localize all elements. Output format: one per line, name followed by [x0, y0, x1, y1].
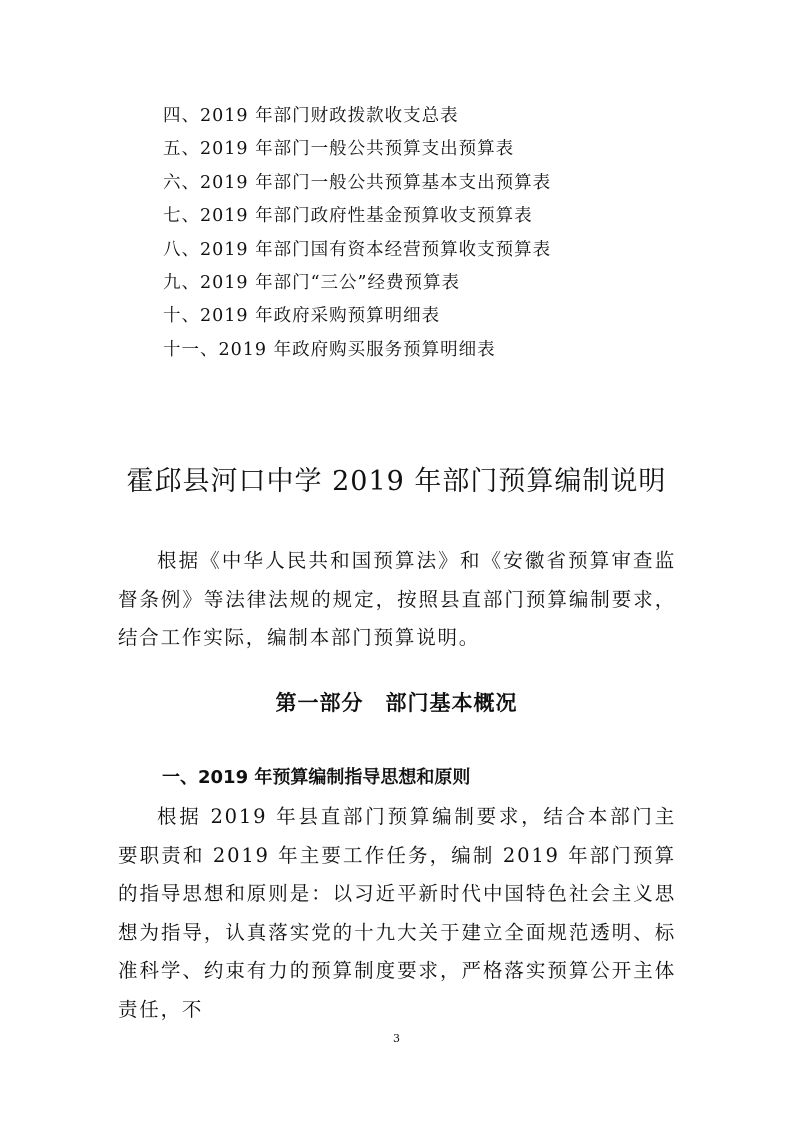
table-of-contents	[163, 100, 551, 367]
toc-item: 七、2019 年部门政府性基金预算收支预算表	[163, 206, 533, 227]
toc-item: 八、2019 年部门国有资本经营预算收支预算表	[163, 239, 552, 260]
section-heading: 一、2019 年预算编制指导思想和原则	[162, 767, 471, 788]
toc-item: 六、2019 年部门一般公共预算基本支出预算表	[163, 172, 552, 193]
body-paragraph: 根据 2019 年县直部门预算编制要求，结合本部门主要职责和 2019 年主要工作任务，编制 2019 年部门预算的指导思想和原则是：以习近平新时代中国特色社会主义思想为指导，认真落实党的十九大关于建立全面规范透明、标准科学、约束有力的预算制度要求，严格落实预算公开主体责任，不	[118, 805, 676, 1021]
toc-item: 五、2019 年部门一般公共预算支出预算表	[163, 139, 515, 160]
toc-item: 十、2019 年政府采购预算明细表	[163, 306, 441, 327]
document-title: 霍邱县河口中学 2019 年部门预算编制说明	[126, 466, 667, 497]
part-heading: 第一部分 部门基本概况	[275, 691, 518, 715]
toc-item: 四、2019 年部门财政拨款收支总表	[163, 106, 459, 126]
page-number: 3	[393, 1032, 400, 1045]
toc-item: 十一、2019 年政府购买服务预算明细表	[163, 339, 496, 360]
intro-paragraph: 根据《中华人民共和国预算法》和《安徽省预算审查监督条例》等法律法规的规定，按照县直部门预算编制要求，结合工作实际，编制本部门预算说明。	[118, 549, 676, 649]
toc-item: 九、2019 年部门“三公”经费预算表	[163, 272, 460, 293]
